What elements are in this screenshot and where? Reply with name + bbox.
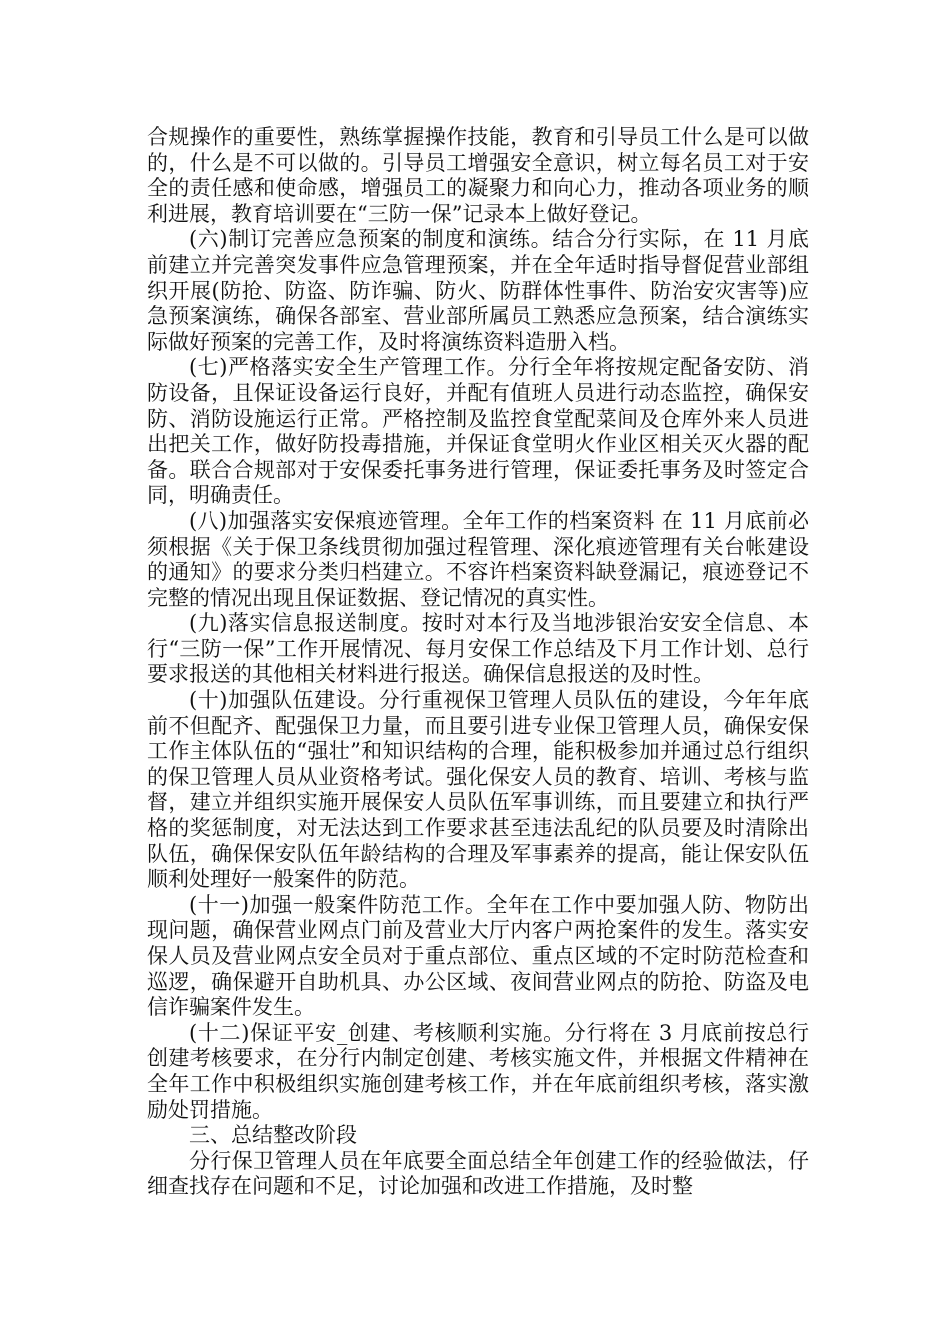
paragraph-continuation: 合规操作的重要性，熟练掌握操作技能，教育和引导员工什么是可以做的，什么是不可以做的。引导员工增强安全意识，树立每名员工对于安全的责任感和使命感，增强员工的凝聚力和向心力，推动各项业务的顺利进展，教育培训要在“三防一保”记录本上做好登记。 bbox=[147, 125, 809, 226]
document-body bbox=[147, 125, 809, 1200]
paragraph-item-6: (六)制订完善应急预案的制度和演练。结合分行实际，在 11 月底前建立并完善突发事件应急管理预案，并在全年适时指导督促营业部组织开展(防抢、防盗、防诈骗、防火、防群体性事件、防治安灾害等)应急预案演练，确保各部室、营业部所属员工熟悉应急预案，结合演练实际做好预案的完善工作，及时将演练资料造册入档。 bbox=[147, 227, 809, 354]
paragraph-item-7: (七)严格落实安全生产管理工作。分行全年将按规定配备安防、消防设备，且保证设备运行良好，并配有值班人员进行动态监控，确保安防、消防设施运行正常。严格控制及监控食堂配菜间及仓库外来人员进出把关工作，做好防投毒措施，并保证食堂明火作业区相关灭火器的配备。联合合规部对于安保委托事务进行管理，保证委托事务及时签定合同，明确责任。 bbox=[147, 355, 809, 508]
section-heading: 三、总结整改阶段 bbox=[189, 1123, 357, 1148]
paragraph-item-11: (十一)加强一般案件防范工作。全年在工作中要加强人防、物防出 现问题，确保营业网点门前及营业大厅内客户两抢案件的发生。落实安保人员及营业网点安全员对于重点部位、重点区域的不定时防范检查和巡逻，确保避开自助机具、办公区域、夜间营业网点的防抢、防盗及电信诈骗案件发生。 bbox=[147, 892, 809, 1020]
paragraph-summary: 分行保卫管理人员在年底要全面总结全年创建工作的经验做法，仔细查找存在问题和不足，讨论加强和改进工作措施，及时整 bbox=[147, 1148, 809, 1199]
paragraph-item-10: (十)加强队伍建设。分行重视保卫管理人员队伍的建设，今年年底前不但配齐、配强保卫力量，而且要引进专业保卫管理人员，确保安保工作主体队伍的“强壮”和知识结构的合理，能积极参加并通过总行组织的保卫管理人员从业资格考试。强化保安人员的教育、培训、考核与监督，建立并组织实施开展保安人员队伍军事训练，而且要建立和执行严格的奖惩制度，对无法达到工作要求甚至违法乱纪的队员要及时清除出队伍，确保保安队伍年龄结构的合理及军事素养的提高，能让保安队伍顺利处理好一般案件的防范。 bbox=[147, 688, 809, 892]
paragraph-item-9: (九)落实信息报送制度。按时对本行及当地涉银治安安全信息、本行“三防一保”工作开展情况、每月安保工作总结及下月工作计划、总行要求报送的其他相关材料进行报送。确保信息报送的及时性。 bbox=[147, 611, 809, 687]
paragraph-item-12: (十二)保证平安_创建、考核顺利实施。分行将在 3 月底前按总行创建考核要求，在分行内制定创建、考核实施文件，并根据文件精神在全年工作中积极组织实施创建考核工作，并在年底前组织考核，落实激励处罚措施。 bbox=[147, 1020, 809, 1122]
paragraph-item-8: (八)加强落实安保痕迹管理。全年工作的档案资料 在 11 月底前必须根据《关于保卫条线贯彻加强过程管理、深化痕迹管理有关台帐建设的通知》的要求分类归档建立。不容许档案资料缺登漏记，痕迹登记不完整的情况出现且保证数据、登记情况的真实性。 bbox=[147, 508, 809, 610]
